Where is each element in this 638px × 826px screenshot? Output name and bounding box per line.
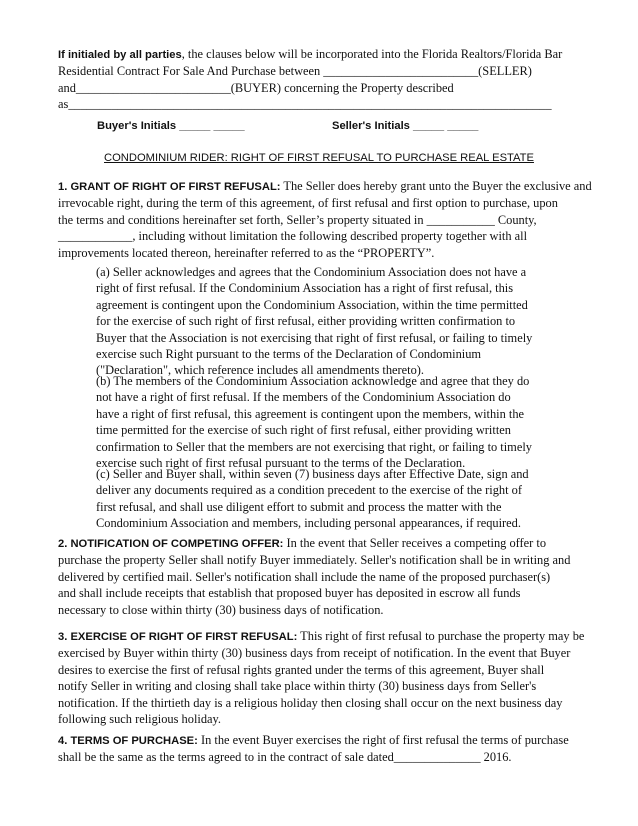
section-3 <box>58 628 585 727</box>
clause-b-line: have a right of first refusal, this agreement is contingent upon the members, within the <box>96 406 525 421</box>
clause-a <box>96 264 533 379</box>
section-1-line: ____________, including without limitation the following described property together with all <box>58 229 528 244</box>
section-1-line: improvements located thereon, hereinafter referred to as the “PROPERTY”. <box>58 245 435 260</box>
buyer-initials: Buyer's Initials _____ _____ <box>97 120 245 132</box>
clause-c <box>96 466 529 532</box>
section-1-text: The Seller does hereby grant unto the Buyer the exclusive and <box>280 179 592 193</box>
section-1-line <box>58 178 592 195</box>
section-3-line: exercised by Buyer within thirty (30) business days from receipt of notification. In the event that Buyer <box>58 646 571 661</box>
section-3-line: desires to exercise the first of refusal rights granted under the terms of this agreement, Buyer shall <box>58 662 545 677</box>
clause-c-line: first refusal, and shall use diligent effort to submit and process the matter with the <box>96 499 502 514</box>
section-4 <box>58 732 569 766</box>
intro-bold-text: If initialed by all parties <box>58 49 182 61</box>
clause-a-line: (a) Seller acknowledges and agrees that the Condominium Association does not have a <box>96 265 527 279</box>
clause-c-line: (c) Seller and Buyer shall, within seven (7) business days after Effective Date, sign and <box>96 467 529 481</box>
section-4-label: 4. TERMS OF PURCHASE: <box>58 735 198 747</box>
clause-b <box>96 373 532 471</box>
clause-a-line: right of first refusal. If the Condominium Association has a right of first refusal, this <box>96 281 514 296</box>
intro-line-4: as______________________________________________________________________________ <box>58 97 552 112</box>
intro-line-1 <box>58 46 563 63</box>
section-3-text: This right of first refusal to purchase the property may be <box>297 629 585 643</box>
clause-b-line: exercise such right of first refusal pursuant to the terms of the Declaration. <box>96 456 466 471</box>
seller-initials: Seller's Initials _____ _____ <box>332 120 479 132</box>
clause-b-line: confirmation to Seller that the members are not exercising that right, or failing to timely <box>96 439 532 454</box>
section-2-line: necessary to close within thirty (30) business days of notification. <box>58 602 384 617</box>
section-2-line: delivered by certified mail. Seller's notification shall include the name of the proposed purchaser(s) <box>58 569 551 584</box>
section-2-label: 2. NOTIFICATION OF COMPETING OFFER: <box>58 538 284 550</box>
clause-c-line: Condominium Association and members, including personal appearances, if required. <box>96 516 521 531</box>
section-3-line: notification. If the thirtieth day is a religious holiday then closing shall occur on the next business day <box>58 695 563 710</box>
intro-rest-text: , the clauses below will be incorporated into the Florida Realtors/Florida Bar <box>181 47 563 61</box>
intro-line-2: Residential Contract For Sale And Purchase between _________________________(SELLER) <box>58 64 532 79</box>
section-2-line: and shall include receipts that establish that proposed buyer has deposited in escrow all funds <box>58 586 521 601</box>
section-1 <box>58 178 592 261</box>
section-4-line <box>58 732 569 749</box>
section-1-label: 1. GRANT OF RIGHT OF FIRST REFUSAL: <box>58 181 281 193</box>
section-2-text: In the event that Seller receives a competing offer to <box>283 536 547 550</box>
clause-c-line: deliver any documents required as a condition precedent to the exercise of the right of <box>96 483 522 498</box>
clause-a-line: agreement is contingent upon the Condominium Association, within the time permitted <box>96 297 528 312</box>
section-4-text: In the event Buyer exercises the right of first refusal the terms of purchase <box>197 733 569 747</box>
section-3-label: 3. EXERCISE OF RIGHT OF FIRST REFUSAL: <box>58 631 298 643</box>
section-2-line <box>58 535 554 552</box>
clause-a-line: ("Declaration", which reference includes all amendments thereto). <box>96 363 424 378</box>
clause-b-line: time permitted for the exercise of such right of first refusal, either providing written <box>96 423 511 438</box>
clause-a-line: Buyer that the Association is not exercising that right of first refusal, or failing to timely <box>96 330 533 345</box>
section-3-line: following such religious holiday. <box>58 712 222 727</box>
intro-line-3: and_________________________(BUYER) concerning the Property described <box>58 80 454 95</box>
section-2 <box>58 535 571 618</box>
section-3-line <box>58 628 585 645</box>
clause-b-line: not have a right of first refusal. If the members of the Condominium Association do <box>96 390 511 405</box>
clause-a-line: exercise such Right pursuant to the terms of the Declaration of Condominium <box>96 347 482 362</box>
section-1-line: irrevocable right, during the term of this agreement, of first refusal and first option to purchase, upon <box>58 196 558 211</box>
section-3-line: notify Seller in writing and closing shall take place within thirty (30) business days from Seller's <box>58 679 537 694</box>
section-2-line: purchase the property Seller shall notify Buyer immediately. Seller's notification shall be in writing and <box>58 553 571 568</box>
intro-paragraph <box>58 46 563 113</box>
section-4-line: shall be the same as the terms agreed to in the contract of sale dated______________ 2016. <box>58 750 512 765</box>
clause-b-line: (b) The members of the Condominium Association acknowledge and agree that they do <box>96 374 530 388</box>
rider-title: CONDOMINIUM RIDER: RIGHT OF FIRST REFUSAL TO PURCHASE REAL ESTATE <box>104 152 534 164</box>
clause-a-line: for the exercise of such right of first refusal, either providing written confirmation to <box>96 314 516 329</box>
section-1-line: the terms and conditions hereinafter set forth, Seller’s property situated in ___________ County, <box>58 212 537 227</box>
